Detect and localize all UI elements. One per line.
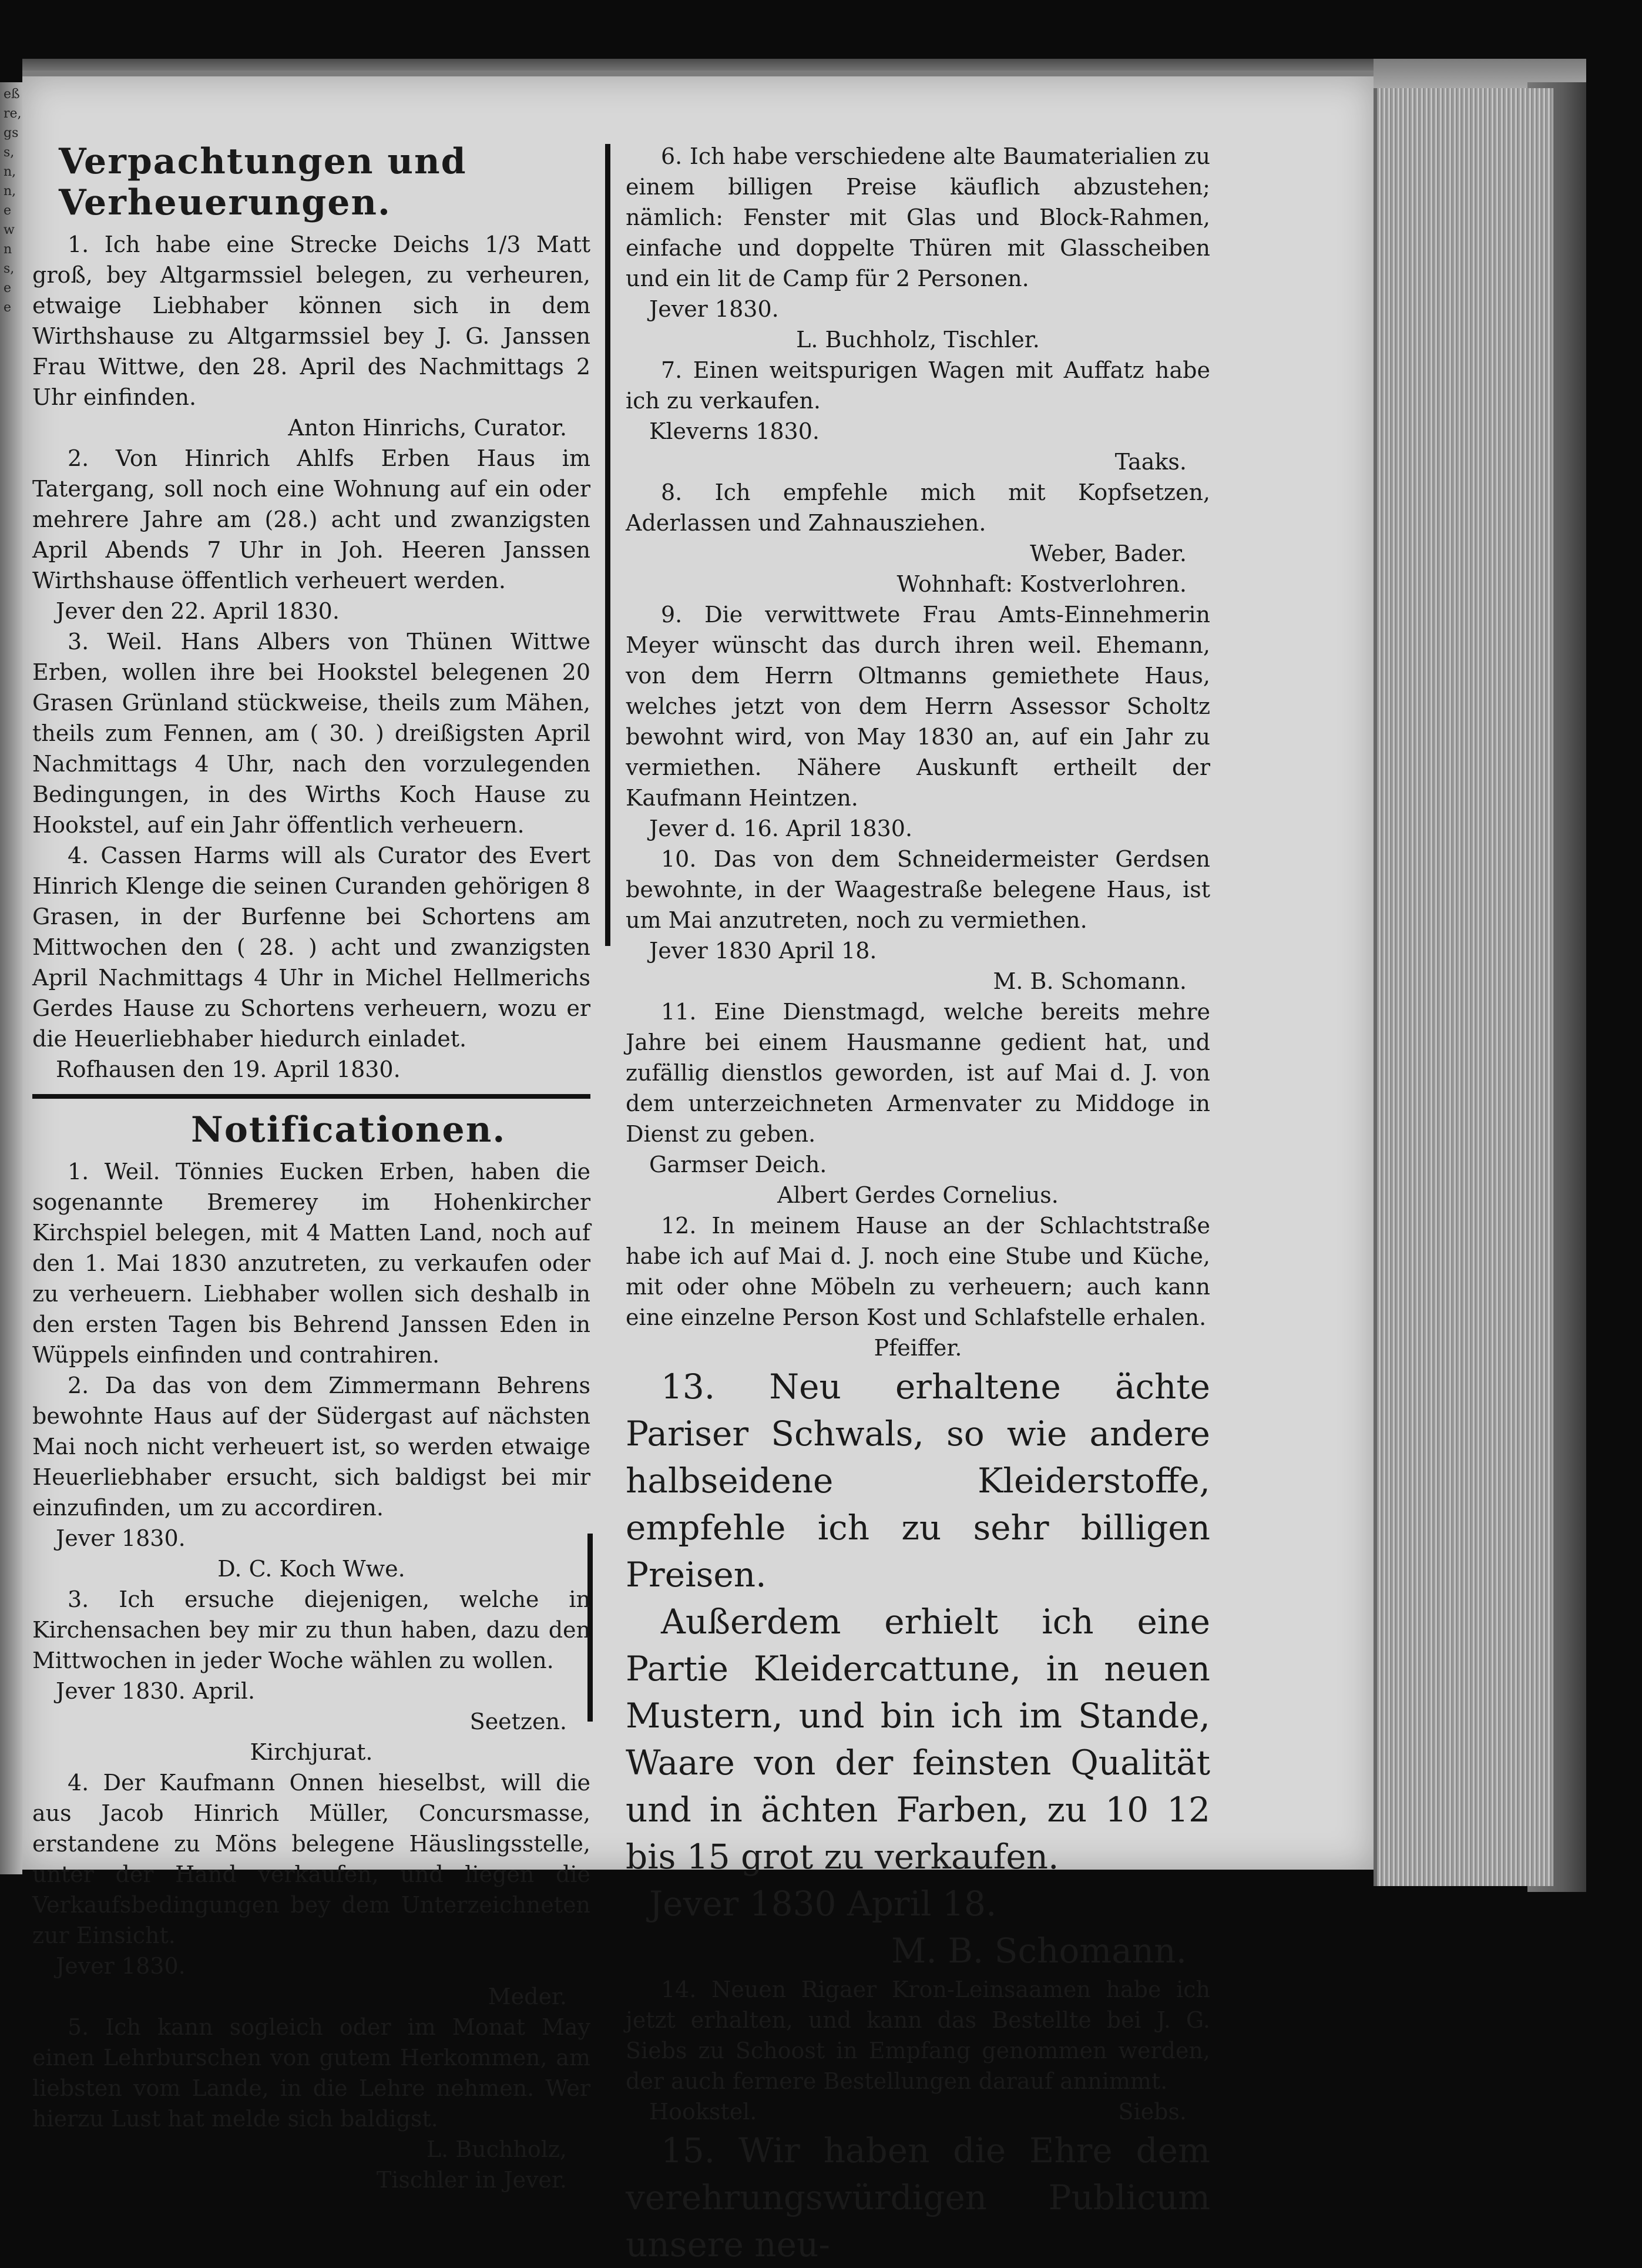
notice-place-date: Hookstel. xyxy=(649,2099,757,2125)
notice-text: 1. Weil. Tönnies Eucken Erben, haben die sogenannte Bremerey im Hohenkircher Kirchspiel belegen, mit 4 Matten Land, noch auf den 1. Mai 1830 anzutreten, zu verkaufen oder zu verheuern. Liebhaber wollen sich deshalb in den ersten Tagen bis Behrend Janssen Eden in Wüppels einfinden und contrahiren. xyxy=(32,1159,590,1368)
notice-signature: Anton Hinrichs, Curator. xyxy=(288,415,567,441)
section-divider xyxy=(32,1094,590,1099)
notice-text: 4. Der Kaufmann Onnen hieselbst, will die aus Jacob Hinrich Müller, Concursmasse, erstandene zu Möns belegene Häuslingsstelle, unter der Hand verkaufen, und liegen die Verkaufsbedingungen bey dem Unterzeichneten zur Einsicht. xyxy=(32,1770,590,1948)
notice-text: 3. Ich ersuche diejenigen, welche in Kirchensachen bey mir zu thun haben, dazu den Mittwochen in jeder Woche wählen zu wollen. xyxy=(32,1586,590,1673)
notice-text: 10. Das von dem Schneidermeister Gerdsen bewohnte, in der Waagestraße belegene Haus, ist um Mai anzutreten, noch zu vermiethen. xyxy=(626,846,1210,933)
notice-place-date: Kleverns 1830. xyxy=(649,418,820,444)
left-column xyxy=(32,141,590,2195)
advertisement-text: 13. Neu erhaltene ächte Pariser Schwals, so wie andere halbseidene Kleiderstoffe, empfehle ich zu sehr billigen Preisen. xyxy=(626,1367,1210,1595)
notice-text: 3. Weil. Hans Albers von Thünen Wittwe Erben, wollen ihre bei Hookstel belegenen 20 Grasen Grünland stückweise, theils zum Mähen, theils zum Fennen, am ( 30. ) dreißigsten April Nachmittags 4 Uhr, nach den vorzulegenden Bedingungen, in des Wirths Koch Hause zu Hookstel, auf ein Jahr öffentlich verheuern. xyxy=(32,629,590,838)
advertisement-15 xyxy=(626,2127,1210,2268)
notice-text: 2. Von Hinrich Ahlfs Erben Haus im Tatergang, soll noch eine Wohnung auf ein oder mehrere Jahre am (28.) acht und zwanzigsten April Abends 7 Uhr in Joh. Heeren Janssen Wirthshause öffentlich verheuert werden. xyxy=(32,445,590,593)
notice-text: 5. Ich kann sogleich oder im Monat May einen Lehrburschen von gutem Herkommen, am liebsten vom Lande, in die Lehre nehmen. Wer hierzu Lust hat melde sich baldigst. xyxy=(32,2014,590,2132)
notice-text: 12. In meinem Hause an der Schlachtstraße habe ich auf Mai d. J. noch eine Stube und Küche, mit oder ohne Möbeln zu verheuern; auch kann eine einzelne Person Kost und Schlafstelle erhalen. xyxy=(626,1213,1210,1330)
advertisement-text: Außerdem erhielt ich eine Partie Kleidercattune, in neuen Mustern, und bin ich im Stande, Waare von der feinsten Qualität und in ächten Farben, zu 10 12 bis 15 grot zu verkaufen. xyxy=(626,1602,1210,1877)
notice-text: 11. Eine Dienstmagd, welche bereits mehre Jahre bei einem Hausmanne gedient hat, und zufällig dienstlos geworden, ist auf Mai d. J. von dem unterzeichneten Armenvater zu Middoge in Dienst zu geben. xyxy=(626,999,1210,1147)
notice-signature-address: Wohnhaft: Kostverlohren. xyxy=(896,571,1187,597)
notice-text: 7. Einen weitspurigen Wagen mit Auffatz habe ich zu verkaufen. xyxy=(626,357,1210,414)
notice-text: 2. Da das von dem Zimmermann Behrens bewohnte Haus auf der Südergast auf nächsten Mai noch nicht verheuert ist, so werden etwaige Heuerliebhaber ersucht, sich baldigst bei mir einzufinden, um zu accordiren. xyxy=(32,1373,590,1521)
notice-place-date: Jever 1830 April 18. xyxy=(649,938,877,964)
notice-signature: D. C. Koch Wwe. xyxy=(217,1556,405,1582)
notice-signature: M. B. Schomann. xyxy=(993,968,1187,994)
advertisement-13 xyxy=(626,1363,1210,1974)
notice-text: 8. Ich empfehle mich mit Kopfsetzen, Aderlassen und Zahnausziehen. xyxy=(626,479,1210,536)
notice-text: 14. Neuen Rigaer Kron-Leinsaamen habe ich jetzt erhalten, und kann das Bestellte bei J. G. Siebs zu Schoost in Empfang genommen werden, der auch fernere Bestellungen darauf annimmt. xyxy=(626,1977,1210,2094)
notice-place-date: Garmser Deich. xyxy=(649,1152,827,1177)
notice-place-date: Jever 1830. xyxy=(56,1525,186,1551)
notice-place-date: Rofhausen den 19. April 1830. xyxy=(56,1056,401,1082)
notice-signature: Pfeiffer. xyxy=(874,1335,962,1361)
notice-signature: Siebs. xyxy=(1118,2099,1187,2125)
advertisement-signature: M. B. Schomann. xyxy=(891,1931,1187,1971)
section-title-verpachtungen: Verpachtungen und Verheuerungen. xyxy=(59,141,467,223)
previous-page-strip: eß re, gs s, n, n, e w n s, e e xyxy=(0,82,22,1874)
notice-signature: Seetzen. xyxy=(469,1709,567,1734)
column-divider-top xyxy=(605,144,610,946)
notice-signature: Taaks. xyxy=(1114,449,1187,475)
right-column xyxy=(626,141,1210,2268)
advertisement-text: 15. Wir haben die Ehre dem verehrungswürdigen Publicum unsere neu- xyxy=(626,2131,1210,2264)
notice-text: 9. Die verwittwete Frau Amts-Einnehmerin Meyer wünscht das durch ihren weil. Ehemann, von dem Herrn Oltmanns gemiethete Haus, welches jetzt von dem Herrn Assessor Scholtz bewohnt wird, von May 1830 an, auf ein Jahr zu vermiethen. Nähere Auskunft ertheilt der Kaufmann Heintzen. xyxy=(626,602,1210,811)
notice-signature: L. Buchholz, xyxy=(426,2136,567,2162)
notice-signature-title: Kirchjurat. xyxy=(250,1739,373,1765)
notice-place-date: Jever den 22. April 1830. xyxy=(56,598,340,624)
section-title-notificationen: Notificationen. xyxy=(191,1109,506,1150)
page-fore-edge xyxy=(1374,88,1553,1886)
notice-place-date: Jever d. 16. April 1830. xyxy=(649,816,913,841)
notice-place-date: Jever 1830. xyxy=(649,296,779,322)
notice-signature: Meder. xyxy=(488,1984,567,2009)
notice-signature-title: Tischler in Jever. xyxy=(376,2167,567,2193)
notice-place-date: Jever 1830. April. xyxy=(56,1678,256,1704)
notice-signature: Albert Gerdes Cornelius. xyxy=(777,1182,1059,1208)
notice-signature: Weber, Bader. xyxy=(1030,541,1187,566)
notice-place-date: Jever 1830. xyxy=(56,1953,186,1979)
notice-text: 1. Ich habe eine Strecke Deichs 1/3 Matt groß, bey Altgarmssiel belegen, zu verheuren, etwaige Liebhaber können sich in dem Wirthshause zu Altgarmssiel bey J. G. Janssen Frau Wittwe, den 28. April des Nachmittags 2 Uhr einfinden. xyxy=(32,232,590,410)
advertisement-place-date: Jever 1830 April 18. xyxy=(649,1884,997,1924)
notice-text: 6. Ich habe verschiedene alte Baumaterialien zu einem billigen Preise käuflich abzustehen; nämlich: Fenster mit Glas und Block-Rahmen, einfache und doppelte Thüren mit Glasscheiben und ein lit de Camp für 2 Personen. xyxy=(626,143,1210,291)
notice-signature: L. Buchholz, Tischler. xyxy=(796,327,1040,353)
notice-text: 4. Cassen Harms will als Curator des Evert Hinrich Klenge die seinen Curanden gehörigen 8 Grasen, in der Burfenne bei Schortens am Mittwochen den ( 28. ) acht und zwanzigsten April Nachmittags 4 Uhr in Michel Hellmerichs Gerdes Hause zu Schortens verheuern, wozu er die Heuerliebhaber hiedurch einladet. xyxy=(32,843,590,1052)
